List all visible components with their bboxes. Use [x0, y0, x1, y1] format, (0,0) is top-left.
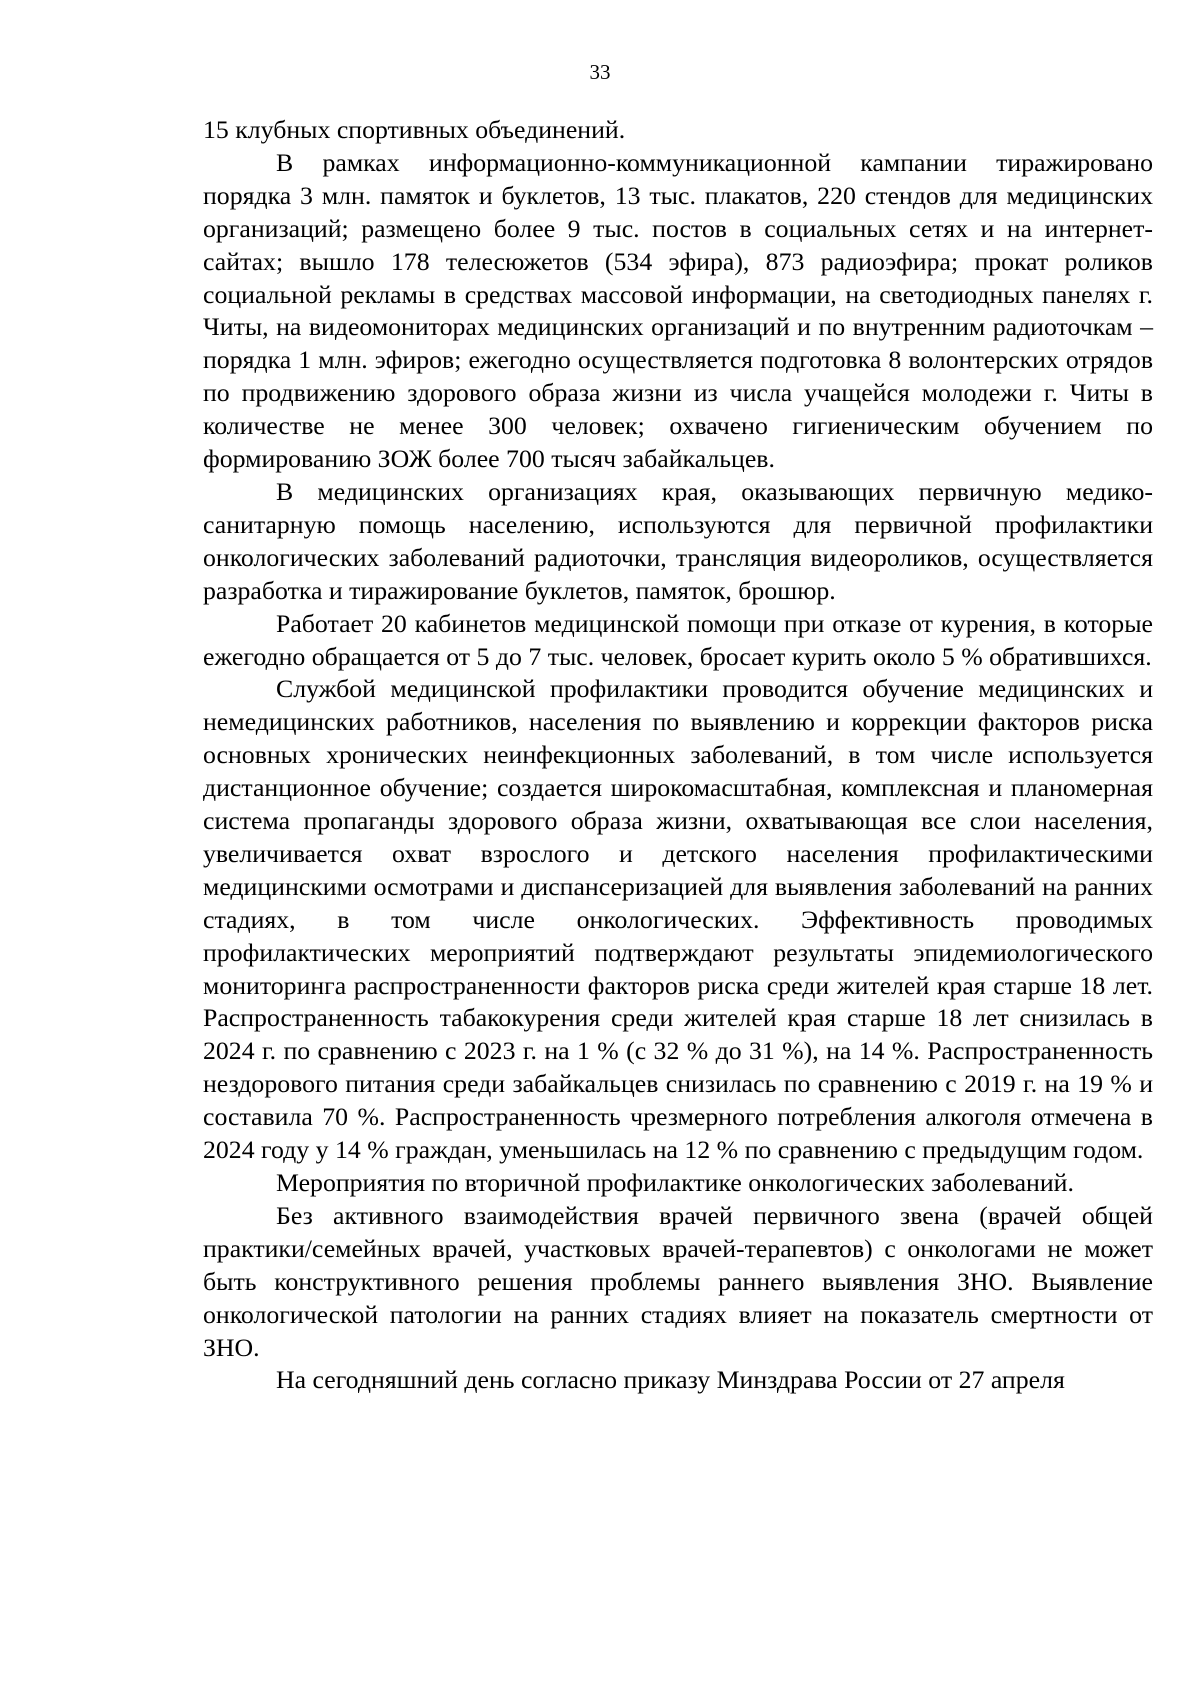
paragraph-prevention-service: Службой медицинской профилактики проводится обучение медицинских и немедицинских работников, населения по выявлению и коррекции факторов риска основных хронических неинфекционных заболеваний, в том числе используется дистанционное обучение; создается широкомасштабная, комплексная и планомерная система пропаганды здорового образа жизни, охватывающая все слои населения, увеличивается охват взрослого и детского населения профилактическими медицинскими осмотрами и диспансеризацией для выявления заболеваний на ранних стадиях, в том числе онкологических. Эффективность проводимых профилактических мероприятий подтверждают результаты эпидемиологического мониторинга распространенности факторов риска среди жителей края старше 18 лет. Распространенность табакокурения среди жителей края старше 18 лет снизилась в 2024 г. по сравнению с 2023 г. на 1 % (с 32 % до 31 %), на 14 %. Распространенность нездорового питания среди забайкальцев снизилась по сравнению с 2019 г. на 19 % и составила 70 %. Распространенность чрезмерного потребления алкоголя отмечена в 2024 году у 14 % граждан, уменьшилась на 12 % по сравнению с предыдущим годом.: [203, 674, 1153, 1165]
paragraph-primary-physicians: Без активного взаимодействия врачей первичного звена (врачей общей практики/семейных врачей, участковых врачей-терапевтов) с онкологами не может быть конструктивного решения проблемы раннего выявления ЗНО. Выявление онкологической патологии на ранних стадиях влияет на показатель смертности от ЗНО.: [203, 1200, 1153, 1362]
paragraph-ministry-order: На сегодняшний день согласно приказу Минздрава России от 27 апреля: [276, 1365, 1065, 1395]
paragraph-secondary-prevention-heading: Мероприятия по вторичной профилактике онкологических заболеваний.: [276, 1168, 1074, 1197]
paragraph-continuation: 15 клубных спортивных объединений.: [203, 115, 626, 144]
paragraph-smoking-cessation: Работает 20 кабинетов медицинской помощи при отказе от курения, в которые ежегодно обращается от 5 до 7 тыс. человек, бросает курить около 5 % обратившихся.: [203, 608, 1153, 671]
paragraph-primary-care: В медицинских организациях края, оказывающих первичную медико-санитарную помощь населению, используются для первичной профилактики онкологических заболеваний радиоточки, трансляция видеороликов, осуществляется разработка и тиражирование буклетов, памяток, брошюр.: [203, 476, 1153, 605]
paragraph-info-campaign: В рамках информационно-коммуникационной кампании тиражировано порядка 3 млн. памяток и буклетов, 13 тыс. плакатов, 220 стендов для медицинских организаций; размещено более 9 тыс. постов в социальных сетях и на интернет-сайтах; вышло 178 телесюжетов (534 эфира), 873 радиоэфира; прокат роликов социальной рекламы в средствах массовой информации, на светодиодных панелях г. Читы, на видеомониторах медицинских организаций и по внутренним радиоточкам – порядка 1 млн. эфиров; ежегодно осуществляется подготовка 8 волонтерских отрядов по продвижению здорового образа жизни из числа учащейся молодежи г. Читы в количестве не менее 300 человек; охвачено гигиеническим обучением по формированию ЗОЖ более 700 тысяч забайкальцев.: [203, 147, 1153, 474]
document-body: [203, 114, 1153, 1397]
page-number: 33: [589, 60, 611, 84]
